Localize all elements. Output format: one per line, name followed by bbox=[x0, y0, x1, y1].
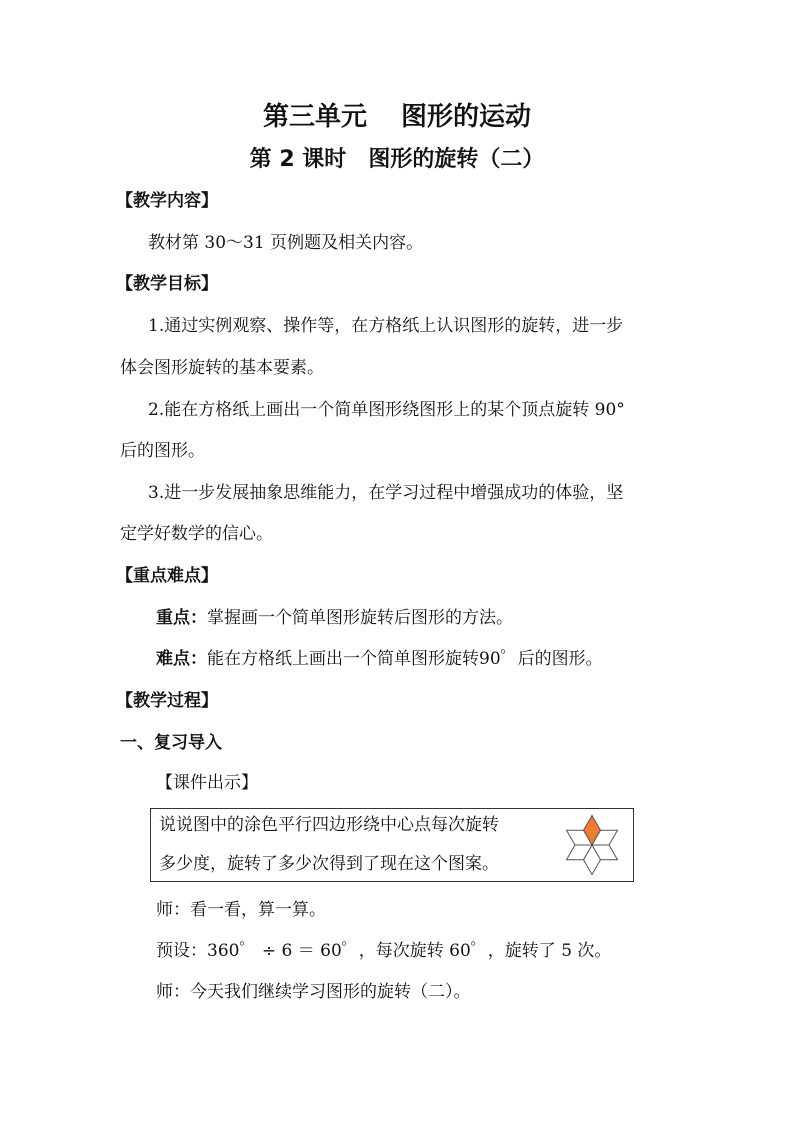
unit-number: 第三单元 bbox=[262, 102, 367, 132]
key-text: 掌握画一个简单图形旋转后图形的方法。 bbox=[207, 608, 513, 628]
lesson-name: 图形的旋转（二） bbox=[368, 147, 545, 172]
teacher-line1: 师：看一看，算一算。 bbox=[156, 900, 326, 920]
goal2-line2: 后的图形。 bbox=[120, 441, 205, 461]
key-point bbox=[156, 606, 513, 630]
goals-heading: 【教学目标】 bbox=[116, 274, 218, 294]
rotation-pattern-figure bbox=[560, 813, 624, 877]
box-line1: 说说图中的涂色平行四边形绕中心点每次旋转 bbox=[159, 815, 499, 835]
unit-title bbox=[0, 100, 794, 134]
preset-line: 预设：360゜ ÷ 6 ＝ 60゜，每次旋转 60゜，旋转了 5 次。 bbox=[156, 941, 612, 961]
part1-heading: 一、复习导入 bbox=[120, 733, 222, 753]
goal1-line1: 1.通过实例观察、操作等，在方格纸上认识图形的旋转，进一步 bbox=[148, 316, 624, 336]
goal2-line1: 2.能在方格纸上画出一个简单图形绕图形上的某个顶点旋转 90° bbox=[148, 400, 625, 420]
lesson-title bbox=[0, 145, 794, 175]
process-heading: 【教学过程】 bbox=[116, 691, 218, 711]
lesson-number: 第 2 课时 bbox=[249, 147, 347, 172]
teacher-line2: 师：今天我们继续学习图形的旋转（二）。 bbox=[156, 982, 471, 1002]
goal3-line1: 3.进一步发展抽象思维能力，在学习过程中增强成功的体验，坚 bbox=[148, 483, 624, 503]
courseware-label: 【课件出示】 bbox=[156, 773, 258, 793]
unit-name: 图形的运动 bbox=[401, 102, 532, 132]
key-label: 重点： bbox=[156, 608, 207, 628]
content-text: 教材第 30～31 页例题及相关内容。 bbox=[148, 233, 424, 253]
difficulty-text: 能在方格纸上画出一个简单图形旋转90゜后的图形。 bbox=[207, 649, 603, 669]
content-heading: 【教学内容】 bbox=[116, 191, 218, 211]
goal1-line2: 体会图形旋转的基本要素。 bbox=[120, 358, 324, 378]
goal3-line2: 定学好数学的信心。 bbox=[120, 524, 273, 544]
box-line2: 多少度，旋转了多少次得到了现在这个图案。 bbox=[159, 854, 499, 874]
difficulty-label: 难点： bbox=[156, 649, 207, 669]
key-heading: 【重点难点】 bbox=[116, 566, 218, 586]
difficulty-point bbox=[156, 647, 603, 671]
